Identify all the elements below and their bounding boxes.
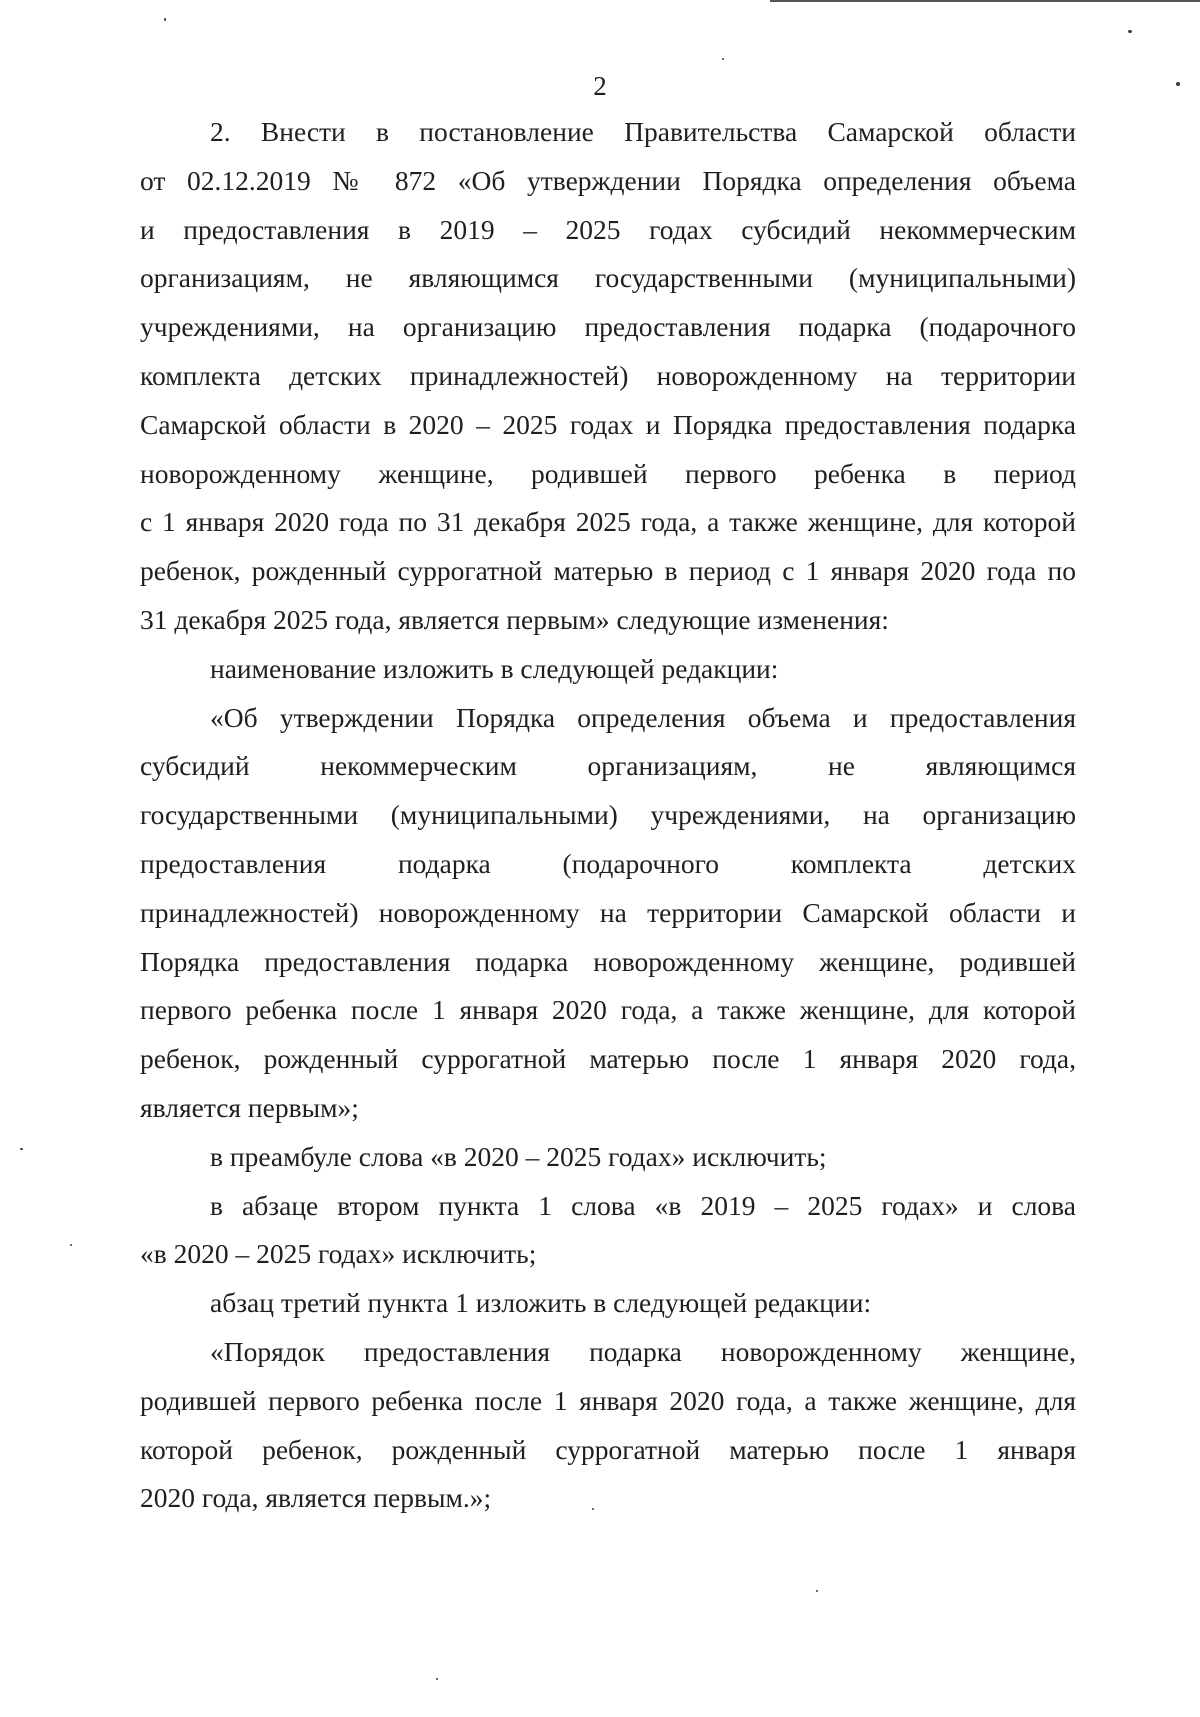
text-line: «в 2020 – 2025 годах» исключить;	[140, 1238, 537, 1270]
text-line: родившей первого ребенка после 1 января 2020 года, а также женщине, для	[140, 1384, 1076, 1416]
scan-speck	[816, 1590, 818, 1592]
text-line: первого ребенка после 1 января 2020 года, а также женщине, для которой	[140, 994, 1076, 1026]
text-line: ребенок, рожденный суррогатной матерью после 1 января 2020 года,	[140, 1043, 1076, 1075]
text-line: является первым»;	[140, 1091, 359, 1123]
text-line: государственными (муниципальными) учреждениями, на организацию	[140, 799, 1076, 831]
text-line: комплекта детских принадлежностей) новорожденному на территории	[140, 359, 1076, 391]
text-line: от 02.12.2019 № 872 «Об утверждении Порядка определения объема	[140, 164, 1076, 196]
text-line: которой ребенок, рожденный суррогатной матерью после 1 января	[140, 1433, 1076, 1465]
text-line: и предоставления в 2019 – 2025 годах субсидий некоммерческим	[140, 213, 1076, 245]
page-number: 2	[593, 71, 607, 101]
document-body	[140, 108, 1076, 1523]
text-line: Самарской области в 2020 – 2025 годах и Порядка предоставления подарка	[140, 408, 1076, 440]
scan-speck	[722, 58, 724, 60]
text-line: ребенок, рожденный суррогатной матерью в период с 1 января 2020 года по	[140, 555, 1076, 587]
text-line: организациям, не являющимся государственными (муниципальными)	[140, 262, 1076, 294]
text-line: Порядка предоставления подарка новорожденному женщине, родившей	[140, 945, 1076, 977]
scan-speck	[592, 1508, 594, 1510]
scan-speck	[1128, 30, 1132, 33]
scan-speck	[164, 18, 166, 21]
text-line: с 1 января 2020 года по 31 декабря 2025 года, а также женщине, для которой	[140, 506, 1076, 538]
text-line: предоставления подарка (подарочного комплекта детских	[140, 847, 1076, 879]
text-line: субсидий некоммерческим организациям, не являющимся	[140, 750, 1076, 782]
scan-top-rule	[770, 0, 1200, 2]
scan-speck	[70, 1244, 72, 1246]
scan-speck	[20, 1148, 23, 1150]
text-line: принадлежностей) новорожденному на территории Самарской области и	[140, 896, 1076, 928]
text-line: в преамбуле слова «в 2020 – 2025 годах» исключить;	[210, 1140, 827, 1172]
text-line: абзац третий пункта 1 изложить в следующей редакции:	[210, 1287, 872, 1319]
text-line: «Порядок предоставления подарка новорожденному женщине,	[210, 1335, 1076, 1367]
text-line: 31 декабря 2025 года, является первым» следующие изменения:	[140, 603, 889, 635]
text-line: учреждениями, на организацию предоставления подарка (подарочного	[140, 311, 1076, 343]
text-line: наименование изложить в следующей редакции:	[210, 652, 779, 684]
scan-speck	[436, 1678, 438, 1680]
text-line: 2020 года, является первым.»;	[140, 1482, 492, 1514]
text-line: «Об утверждении Порядка определения объема и предоставления	[210, 701, 1076, 733]
text-line: в абзаце втором пункта 1 слова «в 2019 – 2025 годах» и слова	[210, 1189, 1076, 1221]
text-line: новорожденному женщине, родившей первого ребенка в период	[140, 457, 1076, 489]
scan-speck	[1176, 82, 1180, 86]
text-line: 2. Внести в постановление Правительства Самарской области	[210, 116, 1076, 147]
